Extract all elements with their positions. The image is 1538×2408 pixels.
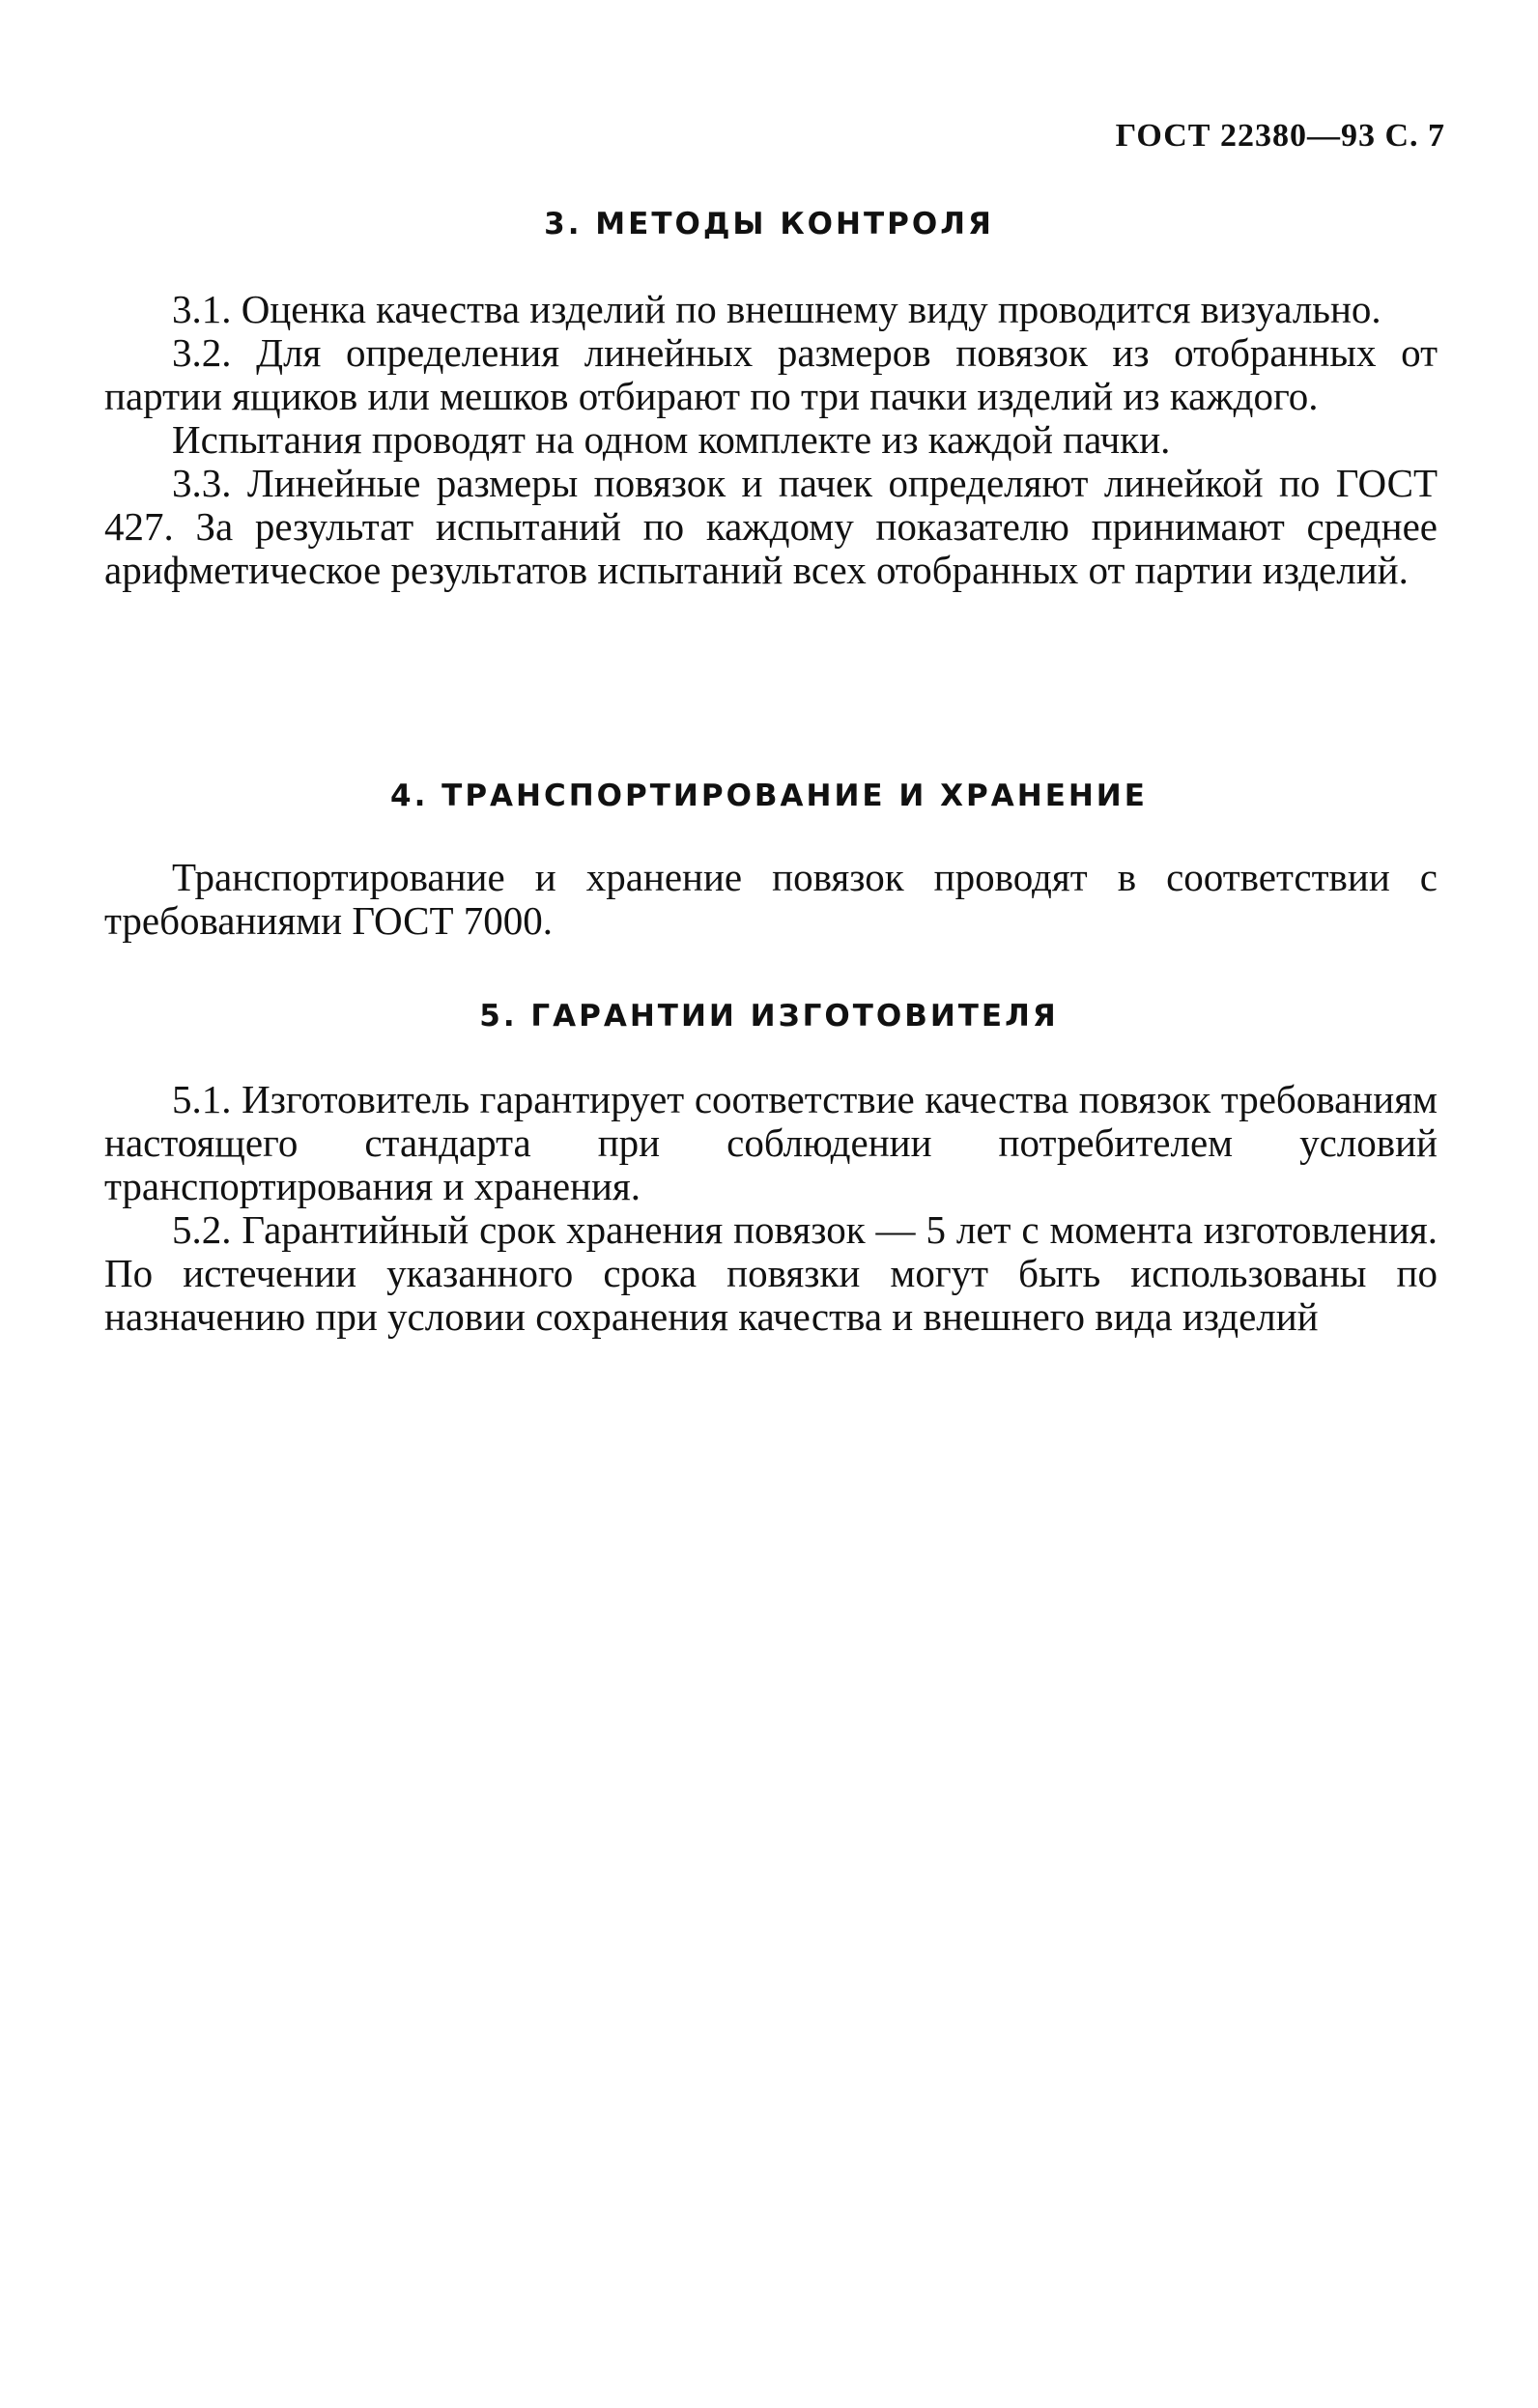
page-header: ГОСТ 22380—93 С. 7 [1115,118,1445,154]
paragraph-3-3: 3.3. Линейные размеры повязок и пачек определяют линейкой по ГОСТ 427. За результат испытаний по каждому показателю принимают среднее арифметическое результатов испытаний всех отобранных от партии изделий. [104,461,1438,592]
section-title-control-methods: 3. МЕТОДЫ КОНТРОЛЯ [544,207,994,241]
paragraph-5-2: 5.2. Гарантийный срок хранения повязок — 5 лет с момента изготовления. По истечении указанного срока повязки могут быть использованы по назначению при условии сохранения качества и внешнего вида изделий [104,1207,1438,1339]
section-title-transport-storage: 4. ТРАНСПОРТИРОВАНИЕ И ХРАНЕНИЕ [390,779,1148,813]
paragraph-3-2: 3.2. Для определения линейных размеров повязок из отобранных от партии ящиков или мешков отбирают по три пачки изделий из каждого. [104,330,1438,418]
paragraph-3-1: 3.1. Оценка качества изделий по внешнему виду проводится визуально. [172,287,1381,331]
paragraph-5-1: 5.1. Изготовитель гарантирует соответствие качества повязок требованиям настоящего стандарта при соблюдении потребителем условий транспортирования и хранения. [104,1077,1438,1208]
section-body-control-methods [104,288,1438,592]
paragraph-4: Транспортирование и хранение повязок проводят в соответствии с требованиями ГОСТ 7000. [104,855,1438,943]
section-title-manufacturer-warranty: 5. ГАРАНТИИ ИЗГОТОВИТЕЛЯ [479,999,1059,1034]
paragraph-3-2-tests: Испытания проводят на одном комплекте из каждой пачки. [172,417,1171,462]
section-body-transport-storage [104,856,1438,943]
section-body-manufacturer-warranty [104,1078,1438,1339]
